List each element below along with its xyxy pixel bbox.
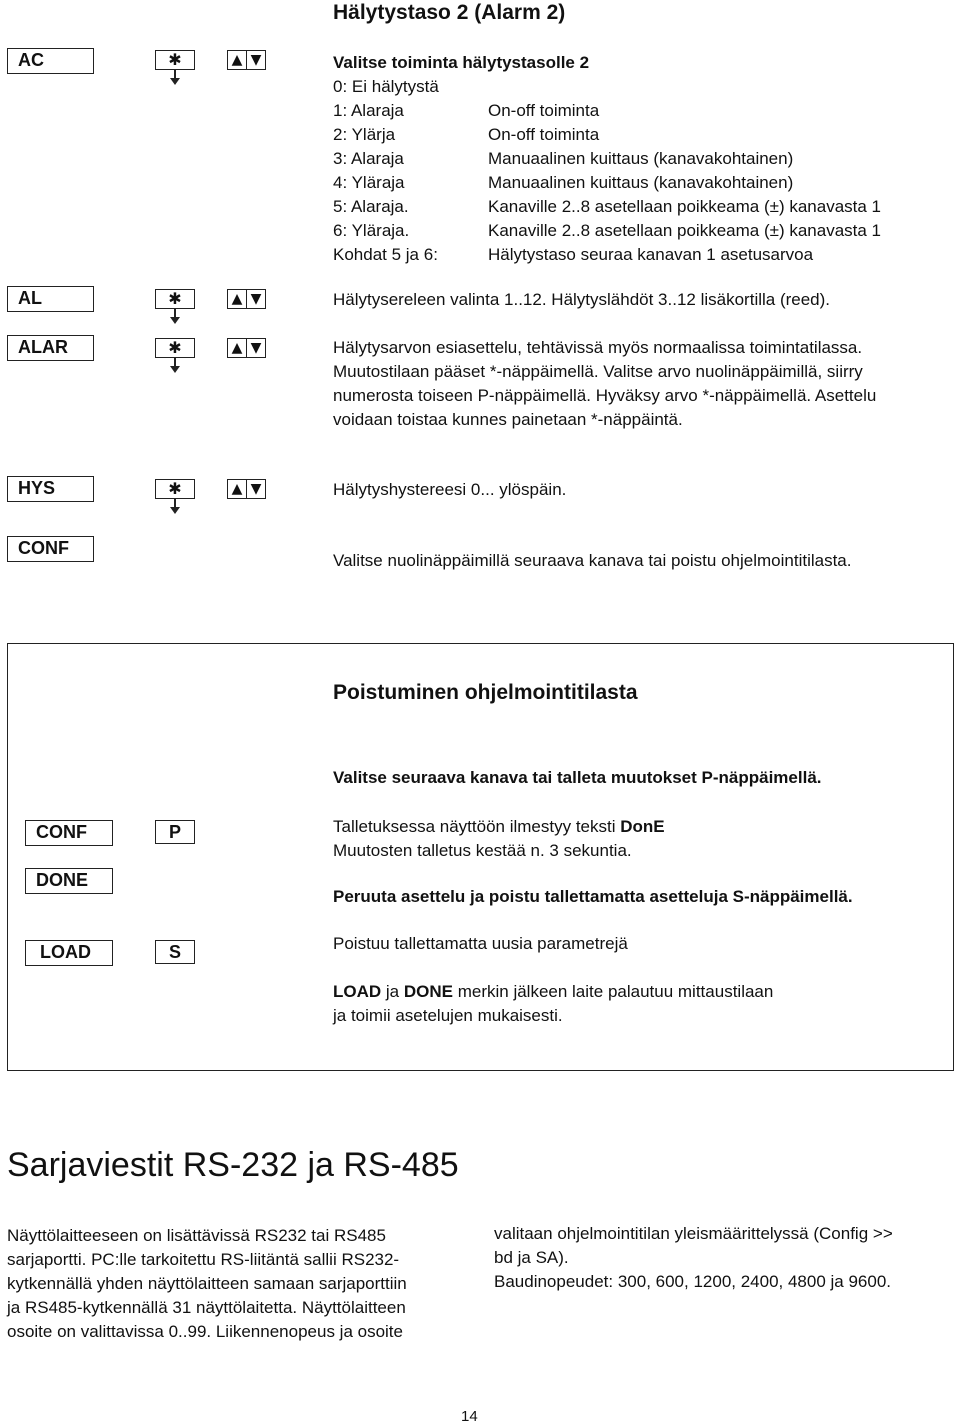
exit-subtitle: Valitse seuraava kanava tai talleta muutokset P-näppäimellä. bbox=[333, 768, 822, 787]
code-conf-exit: CONF bbox=[25, 820, 113, 846]
p-key-icon: P bbox=[155, 820, 195, 844]
serial-heading: Sarjaviestit RS-232 ja RS-485 bbox=[7, 1146, 459, 1184]
page-number: 14 bbox=[461, 1408, 478, 1425]
ac-option-6-right: Kanaville 2..8 asetellaan poikkeama (±) kanavasta 1 bbox=[488, 221, 882, 240]
ac-option-4-right: Manuaalinen kuittaus (kanavakohtainen) bbox=[488, 173, 794, 192]
alar-line-0: Hälytysarvon esiasettelu, tehtävissä myös normaalissa toimintatilassa. bbox=[333, 338, 863, 357]
serial-left-line: kytkennällä yhden näyttölaitteen samaan sarjaporttiin bbox=[7, 1274, 407, 1293]
ac-option-7-left: Kohdat 5 ja 6: bbox=[333, 245, 438, 264]
save-line-2: Muutosten talletus kestää n. 3 sekuntia. bbox=[333, 841, 632, 860]
down-arrow-key-icon: ▼ bbox=[246, 289, 266, 309]
ac-option-3-right: Manuaalinen kuittaus (kanavakohtainen) bbox=[488, 149, 794, 168]
ac-option-6-left: 6: Yläraja. bbox=[333, 221, 410, 240]
ac-title: Valitse toiminta hälytystasolle 2 bbox=[333, 53, 590, 72]
star-key-icon: ✱ bbox=[155, 338, 195, 358]
section-title: Hälytystaso 2 (Alarm 2) bbox=[333, 1, 566, 24]
ac-option-2-left: 2: Ylärja bbox=[333, 125, 396, 144]
code-done: DONE bbox=[25, 868, 113, 894]
final-rest: merkin jälkeen laite palautuu mittaustilaan bbox=[452, 982, 774, 1001]
hys-description: Hälytyshystereesi 0... ylöspäin. bbox=[333, 480, 567, 499]
serial-left-line: Näyttölaitteeseen on lisättävissä RS232 tai RS485 bbox=[7, 1226, 386, 1245]
ac-option-5-right: Kanaville 2..8 asetellaan poikkeama (±) kanavasta 1 bbox=[488, 197, 882, 216]
final-ja: ja bbox=[381, 982, 404, 1001]
ac-option-4-left: 4: Yläraja bbox=[333, 173, 405, 192]
code-hys: HYS bbox=[7, 476, 94, 502]
ac-option-0-left: 0: Ei hälytystä bbox=[333, 77, 439, 96]
final-load: LOAD bbox=[333, 982, 382, 1001]
up-arrow-key-icon: ▲ bbox=[227, 338, 247, 358]
up-arrow-key-icon: ▲ bbox=[227, 50, 247, 70]
ac-option-2-right: On-off toiminta bbox=[488, 125, 600, 144]
exit-title: Poistuminen ohjelmointitilasta bbox=[333, 681, 638, 704]
s-key-icon: S bbox=[155, 940, 195, 964]
save-line-1-text: Talletuksessa näyttöön ilmestyy teksti bbox=[333, 817, 621, 836]
alar-line-2: numerosta toiseen P-näppäimellä. Hyväksy arvo *-näppäimellä. Asettelu bbox=[333, 386, 877, 405]
exit-without-save-line: Poistuu tallettamatta uusia parametrejä bbox=[333, 934, 628, 953]
ac-option-1-left: 1: Alaraja bbox=[333, 101, 404, 120]
serial-right-line: Baudinopeudet: 300, 600, 1200, 2400, 4800 ja 9600. bbox=[494, 1272, 892, 1291]
serial-left-line: osoite on valittavissa 0..99. Liikennenopeus ja osoite bbox=[7, 1322, 403, 1341]
arrow-down-icon bbox=[170, 317, 180, 324]
down-arrow-key-icon: ▼ bbox=[246, 479, 266, 499]
code-alar: ALAR bbox=[7, 335, 94, 361]
conf-description: Valitse nuolinäppäimillä seuraava kanava tai poistu ohjelmointitilasta. bbox=[333, 551, 852, 570]
al-description: Hälytysereleen valinta 1..12. Hälytyslähdöt 3..12 lisäkortilla (reed). bbox=[333, 290, 831, 309]
ac-option-3-left: 3: Alaraja bbox=[333, 149, 404, 168]
code-load: LOAD bbox=[25, 940, 113, 966]
ac-option-1-right: On-off toiminta bbox=[488, 101, 600, 120]
arrow-down-icon bbox=[170, 507, 180, 514]
serial-left-column bbox=[7, 1224, 407, 1344]
final-line-1 bbox=[333, 980, 773, 1004]
serial-right-line: bd ja SA). bbox=[494, 1248, 569, 1267]
serial-right-line: valitaan ohjelmointitilan yleismäärittelyssä (Config >> bbox=[494, 1224, 893, 1243]
alar-line-3: voidaan toistaa kunnes painetaan *-näppäintä. bbox=[333, 410, 683, 429]
alar-line-1: Muutostilaan pääset *-näppäimellä. Valitse arvo nuolinäppäimillä, siirry bbox=[333, 362, 863, 381]
down-arrow-key-icon: ▼ bbox=[246, 338, 266, 358]
up-arrow-key-icon: ▲ bbox=[227, 289, 247, 309]
serial-left-line: ja RS485-kytkennällä 31 näyttölaitetta. Näyttölaitteen bbox=[7, 1298, 406, 1317]
code-al: AL bbox=[7, 286, 94, 312]
arrow-down-icon bbox=[170, 78, 180, 85]
arrow-down-icon bbox=[170, 366, 180, 373]
final-line-2: ja toimii asetelujen mukaisesti. bbox=[333, 1006, 563, 1025]
up-arrow-key-icon: ▲ bbox=[227, 479, 247, 499]
serial-left-line: sarjaportti. PC:lle tarkoitettu RS-liitäntä sallii RS232- bbox=[7, 1250, 400, 1269]
ac-option-7-right: Hälytystaso seuraa kanavan 1 asetusarvoa bbox=[488, 245, 814, 264]
down-arrow-key-icon: ▼ bbox=[246, 50, 266, 70]
save-line-1 bbox=[333, 815, 665, 839]
star-key-icon: ✱ bbox=[155, 289, 195, 309]
cancel-line: Peruuta asettelu ja poistu tallettamatta asetteluja S-näppäimellä. bbox=[333, 887, 853, 906]
save-line-1-done: DonE bbox=[620, 817, 665, 836]
star-key-icon: ✱ bbox=[155, 479, 195, 499]
code-ac: AC bbox=[7, 48, 94, 74]
serial-right-column bbox=[494, 1222, 893, 1294]
ac-option-5-left: 5: Alaraja. bbox=[333, 197, 409, 216]
code-conf: CONF bbox=[7, 536, 94, 562]
final-done: DONE bbox=[403, 982, 453, 1001]
star-key-icon: ✱ bbox=[155, 50, 195, 70]
